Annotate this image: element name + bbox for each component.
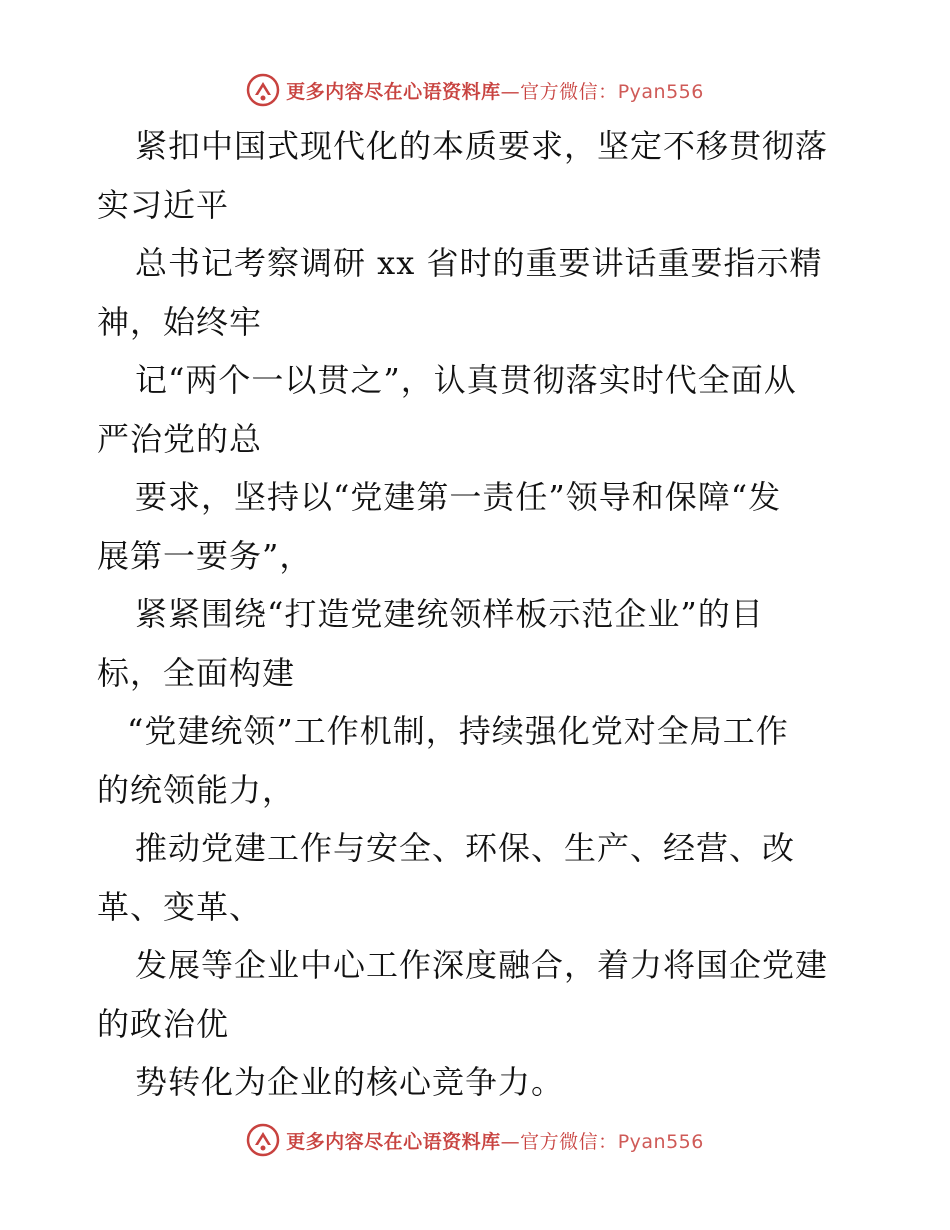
- paragraph-line: 的政治优: [97, 1004, 230, 1043]
- paragraph-line: 势转化为企业的核心竞争力。: [135, 1063, 565, 1101]
- footer-watermark: [0, 1120, 950, 1160]
- paragraph-line: 革、变革、: [97, 887, 263, 926]
- paragraph-line: 发展等企业中心工作深度融合，着力将国企党建: [135, 946, 829, 984]
- watermark-text: 更多内容尽在心语资料库—官方微信：Pyan556: [286, 1130, 704, 1153]
- paragraph-line: 标，全面构建: [97, 653, 296, 692]
- paragraph-line: 严治党的总: [97, 419, 263, 458]
- paragraph-line: 展第一要务”，: [97, 536, 313, 575]
- paragraph-line: 神，始终牢: [97, 302, 263, 341]
- paragraph-line: 紧紧围绕“打造党建统领样板示范企业”的目: [135, 595, 764, 633]
- paragraph-line: 记“两个一以贯之”，认真贯彻落实时代全面从: [135, 361, 797, 399]
- paragraph-line: 实习近平: [97, 185, 230, 224]
- watermark-text: 更多内容尽在心语资料库—官方微信：Pyan556: [286, 80, 704, 103]
- paragraph-line: 推动党建工作与安全、环保、生产、经营、改: [135, 829, 796, 867]
- paragraph-line: 紧扣中国式现代化的本质要求，坚定不移贯彻落: [135, 127, 829, 165]
- book-logo-icon: [246, 1123, 280, 1157]
- paragraph-line: 要求，坚持以“党建第一责任”领导和保障“发: [135, 478, 782, 516]
- paragraph-line: 的统领能力，: [97, 770, 296, 809]
- paragraph-line: “党建统领”工作机制，持续强化党对全局工作: [127, 712, 789, 750]
- paragraph-line: 总书记考察调研 xx 省时的重要讲话重要指示精: [135, 244, 823, 282]
- document-body: [97, 117, 857, 1112]
- book-logo-icon: [246, 73, 280, 107]
- header-watermark: [0, 70, 950, 110]
